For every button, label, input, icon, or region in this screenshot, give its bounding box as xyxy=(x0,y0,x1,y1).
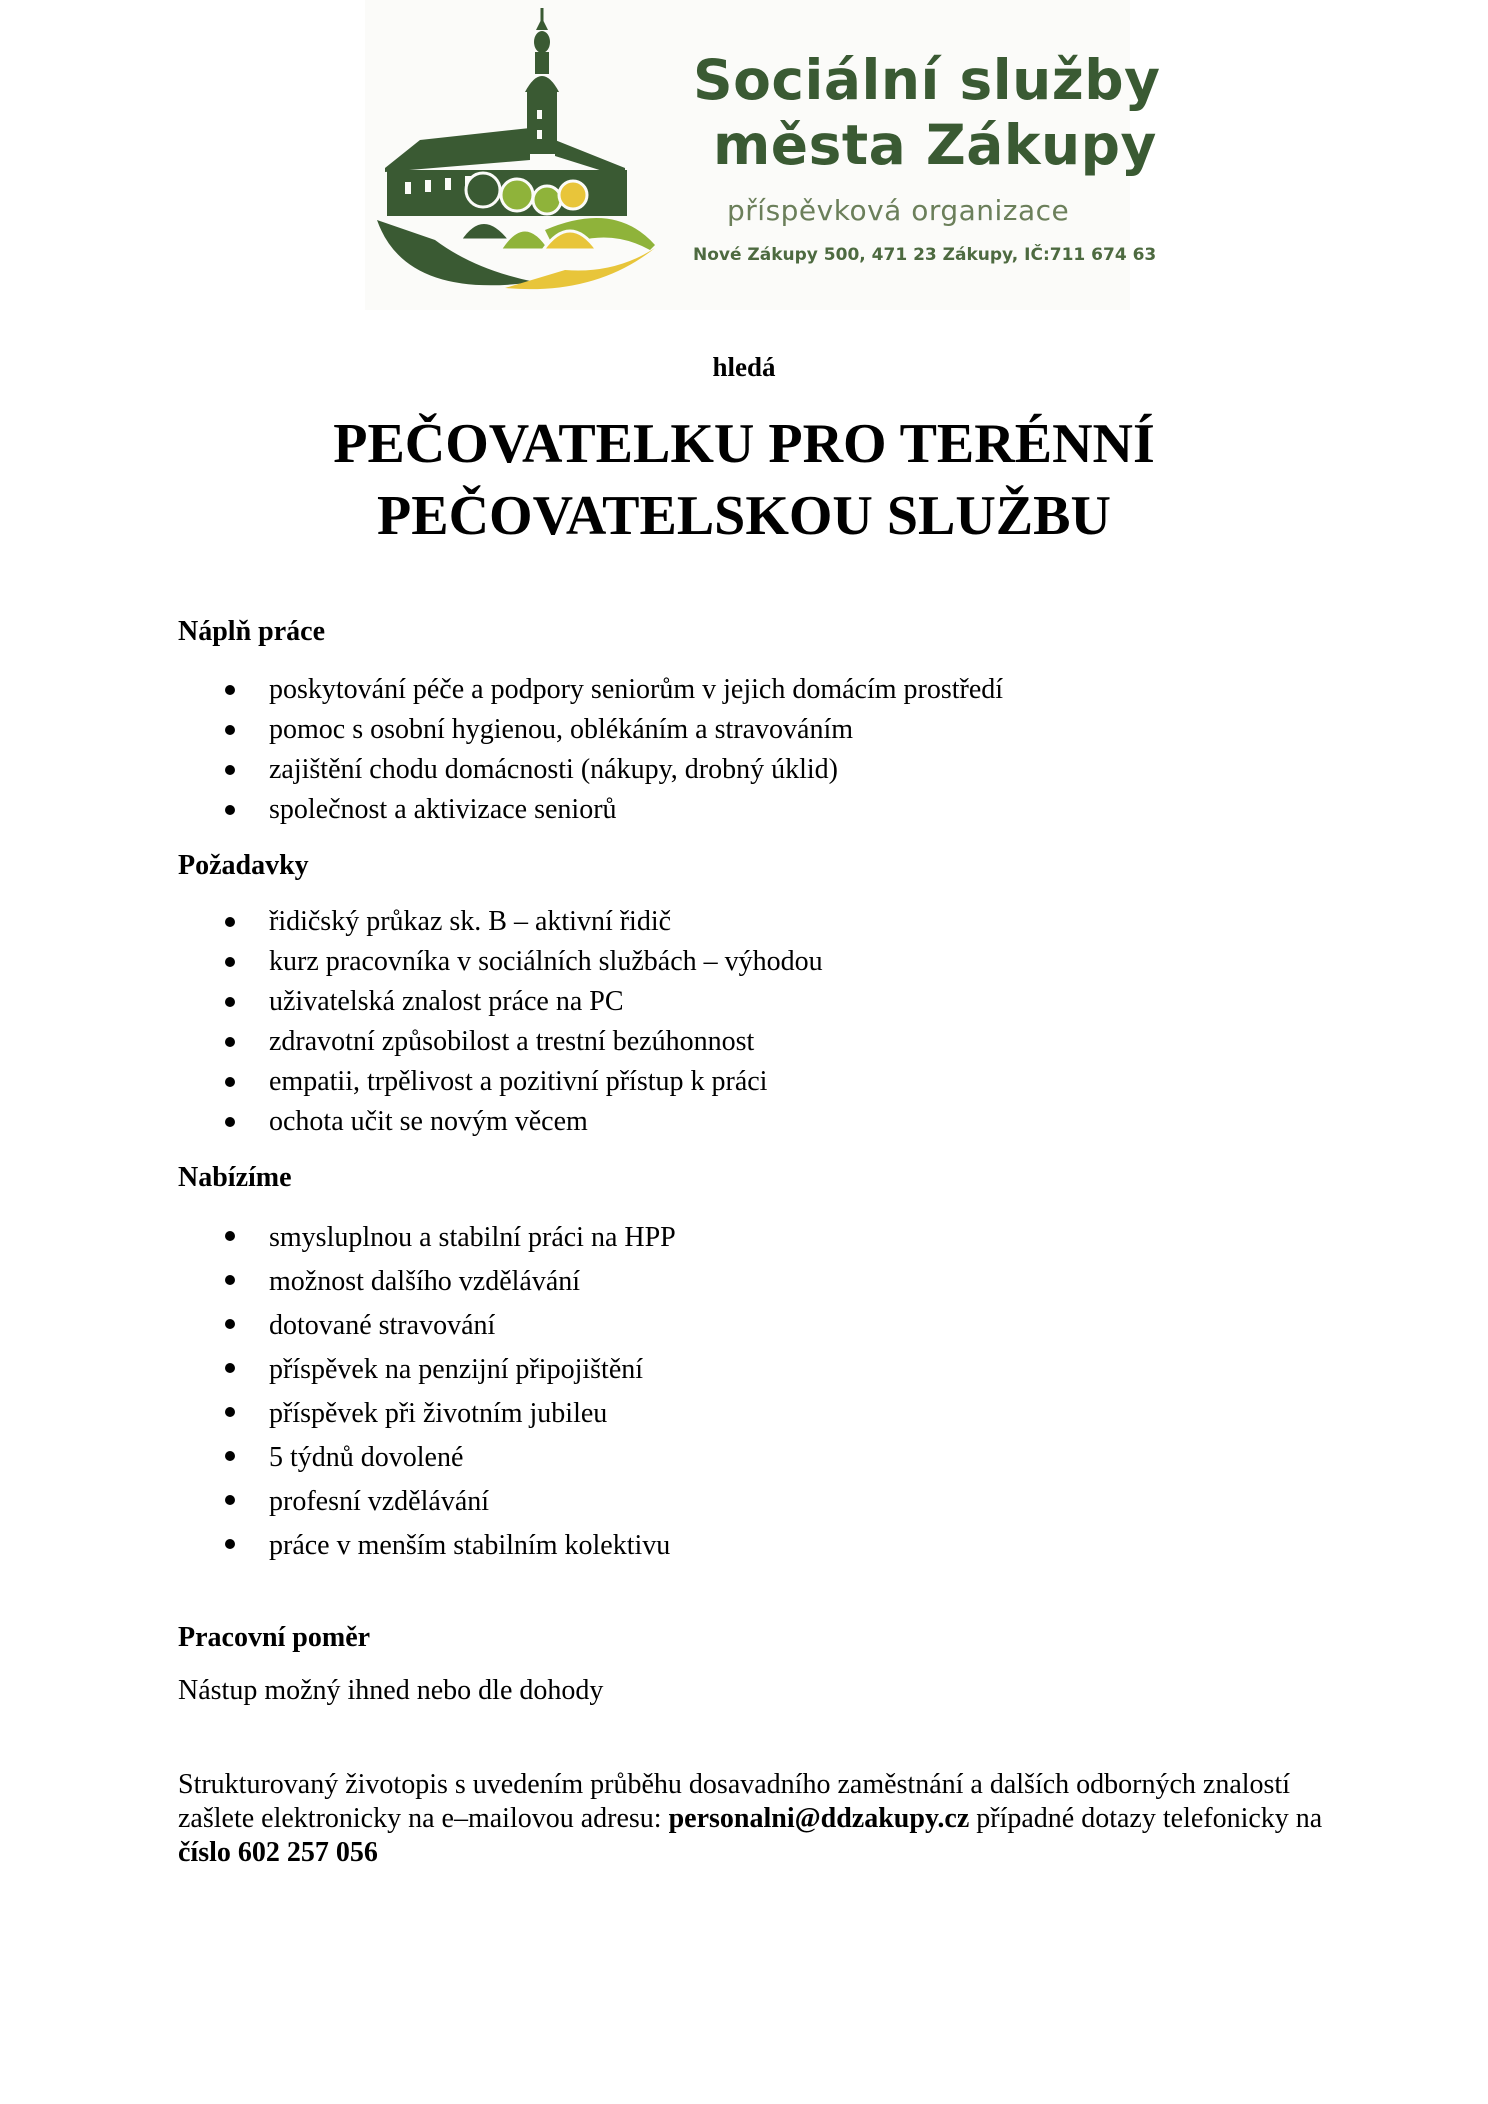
list-item: práce v menším stabilním kolektivu xyxy=(178,1524,1338,1568)
list-item: příspěvek při životním jubileu xyxy=(178,1392,1338,1436)
list-item: uživatelská znalost práce na PC xyxy=(178,982,1338,1022)
contact-phone[interactable]: číslo 602 257 056 xyxy=(178,1837,378,1868)
section-heading-pomer: Pracovní poměr xyxy=(178,1622,371,1653)
list-item: poskytování péče a podpory seniorům v jejich domácím prostředí xyxy=(178,670,1338,710)
list-item: dotované stravování xyxy=(178,1304,1338,1348)
section-heading-napln: Náplň práce xyxy=(178,616,325,647)
list-item: příspěvek na penzijní připojištění xyxy=(178,1348,1338,1392)
list-item: profesní vzdělávání xyxy=(178,1480,1338,1524)
logo-address: Nové Zákupy 500, 471 23 Zákupy, IČ:711 674 63 xyxy=(693,245,1157,265)
title-line1: PEČOVATELKU PRO TERÉNNÍ xyxy=(333,413,1155,475)
list-item: ochota učit se novým věcem xyxy=(178,1102,1338,1142)
list-item: zdravotní způsobilost a trestní bezúhonnost xyxy=(178,1022,1338,1062)
title-line2: PEČOVATELSKOU SLUŽBU xyxy=(377,485,1111,547)
logo-subtitle: příspěvková organizace xyxy=(727,194,1070,227)
list-item: možnost dalšího vzdělávání xyxy=(178,1260,1338,1304)
list-item: řidičský průkaz sk. B – aktivní řidič xyxy=(178,902,1338,942)
castle-emblem-icon xyxy=(365,0,685,310)
list-item: kurz pracovníka v sociálních službách – výhodou xyxy=(178,942,1338,982)
section-heading-pozadavky: Požadavky xyxy=(178,850,309,881)
organization-logo xyxy=(365,0,1161,310)
start-date-text: Nástup možný ihned nebo dle dohody xyxy=(178,1675,604,1706)
list-item: 5 týdnů dovolené xyxy=(178,1436,1338,1480)
contact-paragraph xyxy=(178,1768,1338,1870)
kicker-text: hledá xyxy=(712,352,776,382)
list-item: pomoc s osobní hygienou, oblékáním a stravováním xyxy=(178,710,1338,750)
list-item: zajištění chodu domácnosti (nákupy, drobný úklid) xyxy=(178,750,1338,790)
list-pozadavky xyxy=(178,902,1338,1142)
list-item: společnost a aktivizace seniorů xyxy=(178,790,1338,830)
logo-title-line2: města Zákupy xyxy=(713,113,1157,177)
list-napln xyxy=(178,670,1338,830)
list-item: smysluplnou a stabilní práci na HPP xyxy=(178,1216,1338,1260)
contact-email[interactable]: personalni@ddzakupy.cz xyxy=(668,1803,970,1834)
contact-text-part1: Strukturovaný životopis s uvedením průběhu dosavadního zaměstnání a dalších odborných znalostí zašlete elektronicky na e–mailovou adresu: xyxy=(178,1769,1290,1834)
page-title xyxy=(0,408,1488,552)
posting-content xyxy=(178,600,1338,1870)
contact-text-part2: případné dotazy telefonicky na xyxy=(969,1803,1323,1834)
list-nabizime xyxy=(178,1216,1338,1568)
section-heading-nabizime: Nabízíme xyxy=(178,1162,292,1193)
list-item: empatii, trpělivost a pozitivní přístup k práci xyxy=(178,1062,1338,1102)
logo-title-line1: Sociální služby xyxy=(693,48,1161,112)
